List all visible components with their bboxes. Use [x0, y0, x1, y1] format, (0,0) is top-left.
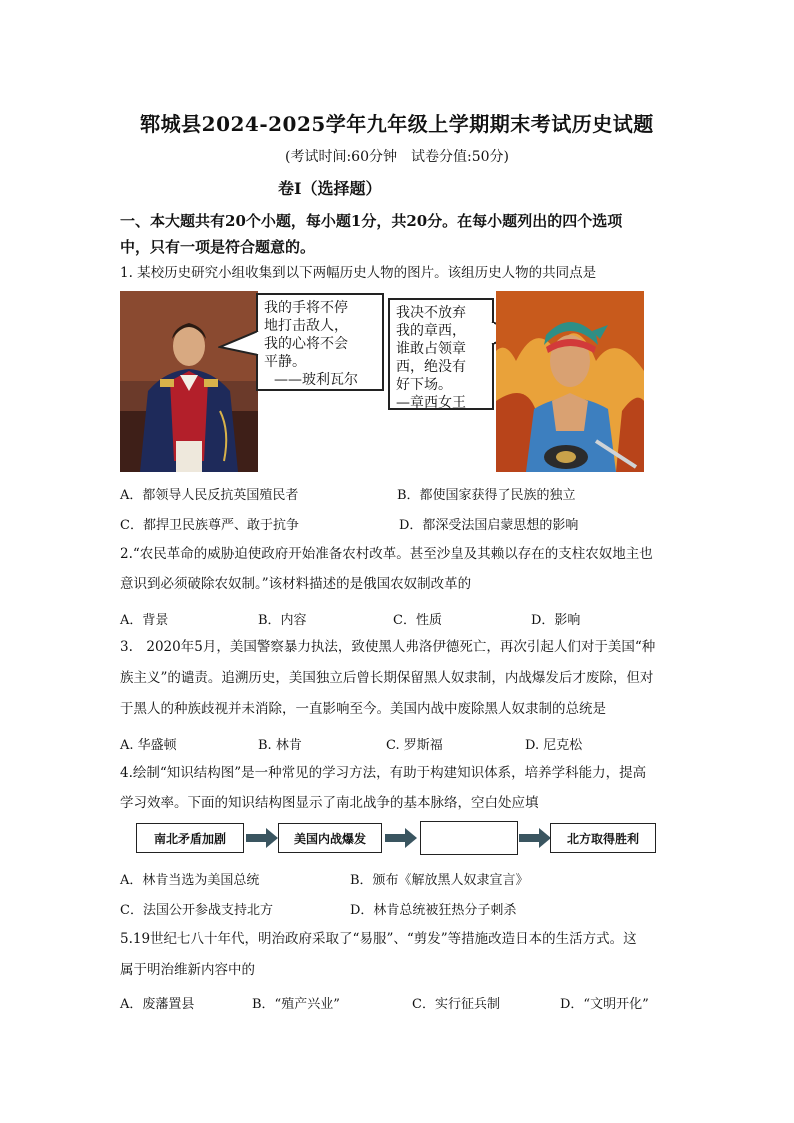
instruction-line-2: 中，只有一项是符合题意的。 — [120, 238, 316, 256]
q1-option-a: A．都领导人民反抗英国殖民者 — [120, 488, 299, 503]
q5-stem-line-2: 属于明治维新内容中的 — [120, 962, 255, 978]
q1-option-b: B．都使国家获得了民族的独立 — [397, 488, 576, 503]
q5-stem-line-1: 5.19世纪七八十年代，明治政府采取了“易服”、“剪发”等措施改造日本的生活方式。这 — [120, 931, 637, 947]
q5-option-b: B．“殖产兴业” — [252, 997, 340, 1012]
flow-step-blank — [420, 821, 518, 855]
q4-option-b: B．颁布《解放黑人奴隶宣言》 — [350, 873, 529, 888]
q3-option-c: C. 罗斯福 — [386, 738, 443, 753]
q4-option-d: D．林肯总统被狂热分子刺杀 — [350, 903, 517, 918]
q4-stem-line-1: 4.绘制“知识结构图”是一种常见的学习方法，有助于构建知识体系，培养学科能力，提高 — [120, 765, 647, 781]
q5-option-a: A．废藩置县 — [120, 997, 195, 1012]
q3-option-b: B. 林肯 — [258, 738, 302, 753]
q3-stem-line-3: 于黑人的种族歧视并未消除，一直影响至今。美国内战中废除黑人奴隶制的总统是 — [120, 701, 606, 717]
q3-option-a: A. 华盛顿 — [120, 738, 177, 753]
bubble-right-line: 谁敢占领章 — [396, 341, 466, 357]
q2-option-c: C．性质 — [393, 613, 442, 628]
q3-stem-line-2: 族主义”的谴责。追溯历史，美国独立后曾长期保留黑人奴隶制，内战爆发后才废除，但对 — [120, 670, 654, 686]
q3-option-d: D. 尼克松 — [525, 738, 583, 753]
bubble-right-line: 我的章西， — [396, 323, 466, 339]
bubble-left-line: 地打击敌人， — [264, 318, 348, 334]
flow-step-4: 北方取得胜利 — [550, 823, 656, 853]
bolivar-portrait-image — [120, 291, 258, 472]
bubble-left-line: 我的心将不会 — [264, 336, 348, 352]
q1-option-c: C．都捍卫民族尊严、敢于抗争 — [120, 518, 299, 533]
q2-stem-line-1: 2.“农民革命的威胁迫使政府开始准备农村改革。甚至沙皇及其赖以存在的支柱农奴地主也 — [120, 546, 653, 562]
bubble-left-line: 我的手将不停 — [264, 300, 348, 316]
q2-option-b: B．内容 — [258, 613, 307, 628]
bubble-right-line: 西，绝没有 — [396, 359, 466, 375]
rani-speech-bubble — [388, 298, 494, 410]
q1-stem: 1. 某校历史研究小组收集到以下两幅历史人物的图片。该组历史人物的共同点是 — [120, 265, 597, 281]
instruction-line-1: 一、本大题共有20个小题，每小题1分，共20分。在每小题列出的四个选项 — [120, 212, 623, 230]
exam-subtitle: (考试时间:60分钟 试卷分值:50分) — [285, 149, 509, 165]
q2-stem-line-2: 意识到必须破除农奴制。”该材料描述的是俄国农奴制改革的 — [120, 576, 472, 592]
q4-option-c: C．法国公开参战支持北方 — [120, 903, 273, 918]
flow-step-1: 南北矛盾加剧 — [136, 823, 244, 853]
q2-option-a: A．背景 — [120, 613, 169, 628]
flow-arrow-icon — [519, 828, 551, 848]
bubble-right-line: 好下场。 — [396, 377, 452, 393]
q5-option-d: D．“文明开化” — [560, 997, 649, 1012]
q1-option-d: D．都深受法国启蒙思想的影响 — [399, 518, 579, 533]
q4-stem-line-2: 学习效率。下面的知识结构图显示了南北战争的基本脉络，空白处应填 — [120, 795, 539, 811]
bubble-right-line: 我决不放弃 — [396, 305, 466, 321]
bolivar-speech-bubble — [256, 293, 384, 391]
q3-stem-line-1: 3. 2020年5月，美国警察暴力执法，致使黑人弗洛伊德死亡，再次引起人们对于美国“种 — [120, 639, 656, 655]
q5-option-c: C．实行征兵制 — [412, 997, 500, 1012]
bubble-left-line: 平静。 — [264, 354, 306, 370]
q4-option-a: A．林肯当选为美国总统 — [120, 873, 260, 888]
exam-title: 郓城县2024-2025学年九年级上学期期末考试历史试题 — [140, 112, 654, 136]
flow-step-2: 美国内战爆发 — [278, 823, 382, 853]
bubble-left-line: ——玻利瓦尔 — [274, 372, 358, 388]
section-heading: 卷Ⅰ（选择题） — [278, 179, 382, 198]
flow-arrow-icon — [385, 828, 417, 848]
flow-arrow-icon — [246, 828, 278, 848]
bubble-left-tail — [218, 325, 260, 365]
q2-option-d: D．影响 — [531, 613, 581, 628]
bubble-right-line: —章西女王 — [396, 395, 466, 411]
rani-portrait-image — [496, 291, 644, 472]
